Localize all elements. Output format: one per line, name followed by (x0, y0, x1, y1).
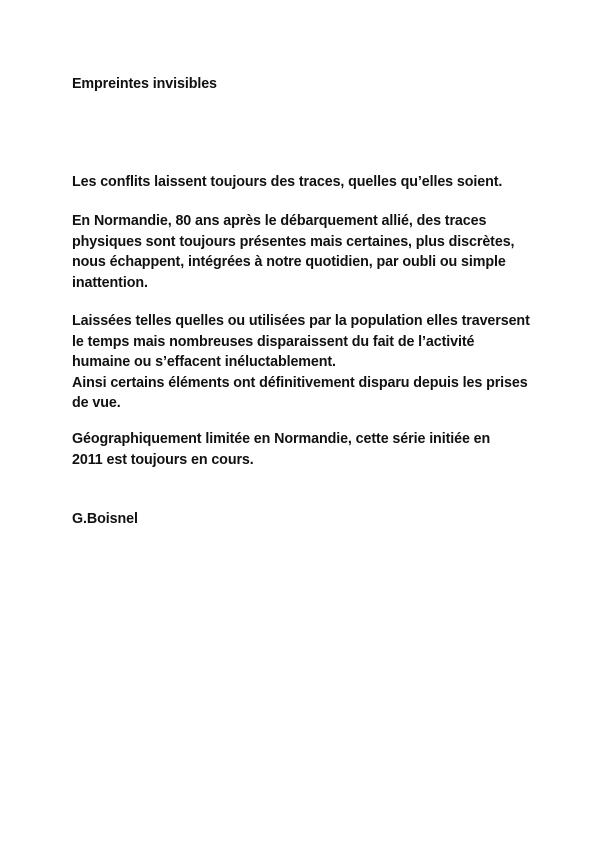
paragraph-serie (72, 429, 542, 470)
paragraph-line: de vue. (72, 395, 121, 411)
paragraph-line: le temps mais nombreuses disparaissent du fait de l’activité (72, 333, 475, 350)
paragraph-line: 2011 est toujours en cours. (72, 451, 254, 468)
signature (72, 509, 542, 530)
paragraph-line: Ainsi certains éléments ont définitivement disparu depuis les prises (72, 374, 528, 391)
paragraph-line: Laissées telles quelles ou utilisées par la population elles traversent (72, 313, 530, 329)
paragraph-intro (72, 172, 542, 193)
paragraph-line: humaine ou s’effacent inéluctablement. (72, 354, 336, 370)
paragraph-line: nous échappent, intégrées à notre quotidien, par oubli ou simple (72, 254, 506, 270)
title-text: Empreintes invisibles (72, 76, 217, 92)
paragraph-line: Géographiquement limitée en Normandie, cette série initiée en (72, 431, 491, 447)
paragraph-normandie (72, 211, 542, 293)
signature-text: G.Boisnel (72, 511, 138, 527)
paragraph-line: inattention. (72, 274, 148, 291)
document-title (72, 74, 542, 95)
paragraph-line: Les conflits laissent toujours des traces, quelles qu’elles soient. (72, 174, 503, 190)
paragraph-population (72, 311, 542, 414)
paragraph-line: physiques sont toujours présentes mais certaines, plus discrètes, (72, 233, 515, 250)
paragraph-line: En Normandie, 80 ans après le débarquement allié, des traces (72, 213, 487, 229)
